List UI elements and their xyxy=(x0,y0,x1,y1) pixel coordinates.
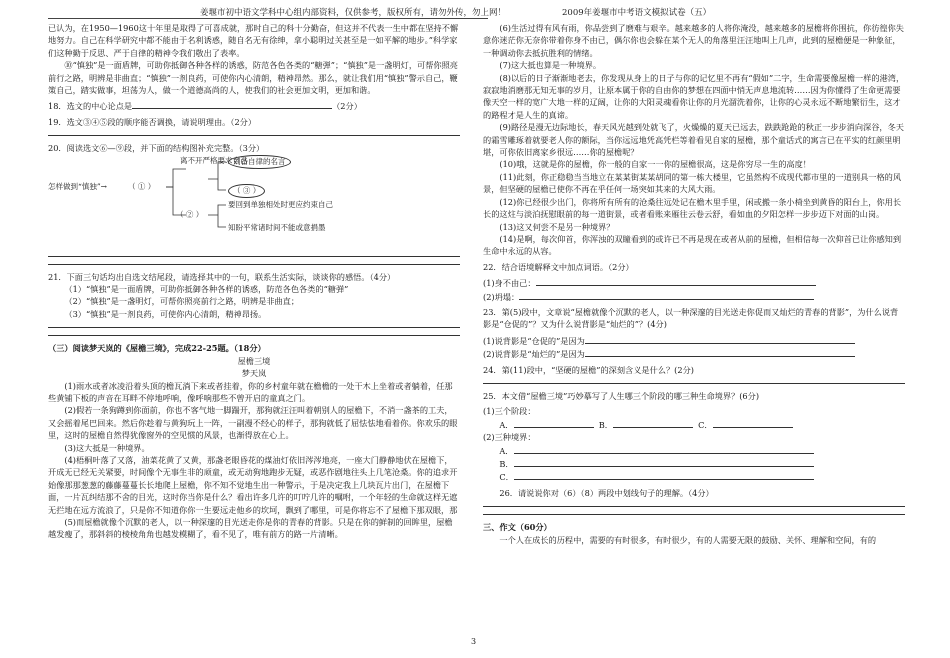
answer-blank-25-stage-b[interactable] xyxy=(613,418,693,428)
question-20: 20．阅读选文⑥—⑨段，并下面的结构图补充完整。（3分） xyxy=(48,143,265,154)
question-21-option-1: （1）“慎独”是一面盾牌，可助你抵御各种各样的诱惑，防范各色各类的“糖弹” xyxy=(64,284,349,295)
paragraph-9-end: 已认为，在1950—1960这十年里是取得了可喜成就，那时自己的科十分勤奋，但这并不代表一生中都在坚持不懈地努力。自己在科学研究中都不能由于名利诱惑，随自名无有徐绅，拿小聪明过关甚至是一如平解的地步。”科学家们这种勤于反思、严于自律的精神令我们敬出了表率。 xyxy=(48,23,459,58)
diagram-bottom-leaf-1: 要回到单独相处时更应约束自己 xyxy=(228,199,333,209)
paragraph-10: ⑩“慎独”是一面盾牌，可助你抵御各种各样的诱惑，防范各色各类的“糖弹”；“慎独”是一盏明灯，可帮你照亮前行之路，明辨是非曲直；“慎独”一剂良药，可使你内心清朗，精神昂然。那么，就让我们用“慎独”警示自己，鞭策自己，踏实做事，坦荡为人，做一个道德高尚的人，使我们的社会更加文明，更加和谐。 xyxy=(48,60,458,96)
answer-line-26b[interactable] xyxy=(483,514,905,515)
answer-line-20b[interactable] xyxy=(48,264,460,265)
article-title: 屋檐三境 xyxy=(237,355,271,366)
diagram-top-branch: 离不开严格要求自己 xyxy=(180,155,248,165)
article-para-1: (1)雨水或者冰凌沿着头顶的檐瓦淌下来或者挂着，你的乡村童年就在檐檐的一处干木上坐着或者躺着，任那些黄铺下板的声音在耳畔不停地呼响，像呼响那些不曾开启的童真之门。 xyxy=(48,380,453,403)
header-left: 姜堰市初中语文学科中心组内部资料，仅供参考，版权所有，请勿外传，勿上网！ xyxy=(200,8,507,18)
answer-blank-25-realm-c[interactable] xyxy=(514,470,814,480)
question-22: 22．结合语境解释文中加点词语。（2分） xyxy=(483,261,634,272)
left-column xyxy=(48,22,460,541)
answer-blank-18[interactable] xyxy=(132,99,332,109)
article-para-11: (11)此刻，你正稳稳当当地立在某某街某某胡同的第一栋大楼里，它虽然构不成现代都市里的一道别具一格的风景，但坚硬的屋檐已使你不再在乎任何一场突如其来的大风大雨。 xyxy=(483,171,902,195)
diagram-blank-3[interactable]: （ ③ ） xyxy=(228,184,265,198)
answer-line-24[interactable] xyxy=(483,383,905,384)
diagram-top-leaf-1: 刘备自律的名言 xyxy=(228,155,291,169)
question-25-part-1: (1)三个阶段： xyxy=(483,406,536,417)
article-para-8: (8)以后的日子渐渐地老去，你发现从身上的日子与你的记忆里不再有“假如”二字，生命需要像屋檐一样的港湾，寂寂地消磨那无知无事的岁月，让原本属于你的自由你的梦想在四面中悄无声息地流转……因为你懂得了生命更需要像天空一样的宽广大地一样的辽阔，让你的大阳灵魂看你让你的月光溜洗着你，让你的心灵永远不断地繁衍生，这才的路程才是人生的真谛。 xyxy=(483,72,905,120)
article-para-6: (6)生活过得有风有雨，你品尝到了磨难与艰辛。越来越多的人将你淹没，越来越多的屋檐将你围抗，你彷徨你失意你迷茫你无奈你带着你身不由已，偶尔你也会躲在某个无人的角落里汪汪地叫上几声，此到的屋檐便是一种象征，一种调动你去抵抗胜利的情绪。 xyxy=(483,23,904,58)
right-column xyxy=(483,22,905,546)
answer-line-26a[interactable] xyxy=(483,506,905,507)
diagram-root: 怎样做到“慎独”→ xyxy=(48,181,107,191)
question-24: 24．第(11)段中，“坚硬的屋檐”的深刻含义是什么？(2分) xyxy=(483,364,694,375)
question-18: 18．选文的中心论点是 （2分） xyxy=(48,101,362,112)
article-para-2: (2)假若一条狗蹲到你面前，你也不客气地一脚踹开，那狗就汪汪叫着朝别人的屋檐下，不消一盏茶的工夫，又会摇着尾巴回来。然后你趁着与黄狗玩上一阵，一副漫不经心的样子，那狗就低了屈怯怯地看着你。你欢乐的眼里，这时的屋檐自然得犹像窗外的空见惯的风景，也渐得放在心上。 xyxy=(48,405,458,441)
answer-blank-22b[interactable] xyxy=(519,290,814,300)
question-23b: (2)说背影是“灿烂的”是因为 xyxy=(483,347,905,360)
answer-blank-25-stage-a[interactable] xyxy=(514,418,594,428)
answer-blank-22a[interactable] xyxy=(536,276,816,286)
question-25-realm-a: A． xyxy=(483,444,905,457)
answer-line-19[interactable] xyxy=(48,135,460,136)
diagram-blank-1[interactable]: （ ① ） xyxy=(128,181,156,191)
question-25-stages: A． B． C． xyxy=(483,418,905,431)
article-author: 梦天岚 xyxy=(241,368,267,379)
question-21-option-3: （3）“慎独”是一剂良药，可使你内心清朗，精神昂扬。 xyxy=(64,308,267,319)
header-right: 2009年姜堰市中考语文模拟试卷（五） xyxy=(562,8,712,18)
question-25-realm-c: C． xyxy=(483,470,905,483)
article-para-4: (4)梧桐叶落了又落，油菜花黄了又黄，那盏老眼昏花的煤油灯依旧涔涔地亮，一座大门静静地伏在屋檐下，开成无已经无关紧要，时间像个无事生非的顽童，或无动狗地跑步无疑，或恶作剧地往头上几笔沧桑。你的追求开始像那那葱葱的藤藤蔓蔓长长地爬上屋檐，你不知不觉地生出一种警示，于是决定我上几块瓦片出门，在屋檐下面，一片瓦纠结那不舍的目光，这时你当你是什么？看出许多几许的叮咛几许的嘱咐，一个年轻的生命就这样无遮无拦地在远方流浪了，只是你不知道你你一生要远走他乡的坎坷，飘到了哪里，可是你将忘不了屋檐下那双眼，那 xyxy=(48,454,458,515)
composition-prompt: 一个人在成长的历程中，需要的有时很多，有时很少，有的人需要无限的鼓励、关怀、理解和空间，有的 xyxy=(499,534,877,545)
article-para-14: (14)是啊，每次仰首，你浑浊的双瞳看到的或许已不再是现在或者从前的屋檐，但相信每一次仰首已让你感知到生命中永远的从容。 xyxy=(483,233,902,257)
answer-blank-23a[interactable] xyxy=(585,334,855,344)
article-para-7: (7)这大抵也算是一种境界。 xyxy=(499,60,602,71)
header-rule xyxy=(48,18,488,19)
answer-line-20a[interactable] xyxy=(48,256,460,257)
article-para-3: (3)这大抵是一种境界。 xyxy=(64,442,150,453)
question-21-option-2: （2）“慎独”是一盏明灯，可帮你照亮前行之路，明辨是非曲直； xyxy=(64,296,300,307)
answer-blank-25-stage-c[interactable] xyxy=(713,418,793,428)
answer-blank-25-realm-a[interactable] xyxy=(514,444,814,454)
question-25-realm-b: B． xyxy=(483,457,905,470)
answer-blank-25-realm-b[interactable] xyxy=(514,457,814,467)
diagram-blank-2[interactable]: （ ② ） xyxy=(176,209,204,219)
question-22b: (2)坍塌： xyxy=(483,290,905,303)
section-3-heading: （三）阅读梦天岚的《屋檐三境》，完成22-25题。（18分） xyxy=(48,343,266,354)
question-25: 25．本文借“屋檐三境”巧妙摹写了人生哪三个阶段的哪三种生命境界？(6分) xyxy=(483,390,760,401)
article-para-9: (9)路径是漫无边际地长，春天风光越到处就飞了，火燥燥的夏天已远去，跌跌跄跄的秋正一步步消向深谷，冬天的霜雪雕琢着就要老人你的额际，当你远远地凭高凭栏等着看见自家的屋檐，那个童话式的寓言已在平实的红颜里明堪，可你依旧离家乡很远……你的屋檐呢？ xyxy=(483,122,904,158)
question-23: 23．第(5)段中，文章说“屋檐就像个沉默的老人，以一种深邃的目光送走你促而又灿烂的青春的背影”，为什么说背影是“仓促的”？又为什么说背影是“灿烂的”？(4分) xyxy=(483,306,899,330)
article-para-10: (10)哦，这就是你的屋檐，你一般的自家一一你的屋檐很高，这是你穷尽一生的高度！ xyxy=(499,159,811,170)
structure-diagram xyxy=(48,157,460,249)
question-22a: (1)身不由己： xyxy=(483,276,905,289)
question-19: 19．选文③④⑤段的顺序能否调换，请说明理由。（2分） xyxy=(48,116,257,127)
diagram-bottom-leaf-2: 知盼平常诸时间不能或意捐墨 xyxy=(228,222,326,232)
article-para-5: (5)而屋檐就像个沉默的老人，以一种深邃的目光送走你是你的青春的背影。只是在你的鲜制的回眸里，屋檐越发瘦了，那斜斜的棱棱角角也越发模糊了，看不见了，唯有前方的路一片清晰。 xyxy=(48,516,453,540)
question-26: 26．请说说你对（6）（8）两段中划线句子的理解。（4分） xyxy=(499,487,714,498)
question-21: 21．下面三句话均出自选文结尾段，请选择其中的一句，联系生活实际，谈谈你的感悟。（4分） xyxy=(48,271,396,282)
question-25-part-2: (2)三种境界： xyxy=(483,432,536,443)
answer-line-21a[interactable] xyxy=(48,327,460,328)
answer-line-21b[interactable] xyxy=(48,335,460,336)
page-number: 3 xyxy=(471,637,477,646)
composition-heading: 三、作文（60分） xyxy=(483,522,552,533)
answer-blank-23b[interactable] xyxy=(585,347,855,357)
question-23a: (1)说背影是“仓促的”是因为 xyxy=(483,334,905,347)
article-para-12: (12)你已经很少出门，你将所有所有的沧桑往远处记在檐木里手里，闲或搬一条小椅坐到黄昏的阳台上，你用长长的这炷与淡泊抚慰眼前的每一道街景，或者看账来雁往云卷云舒，看如血的夕阳怎样一步步迈下对面的山岗。 xyxy=(483,196,902,220)
article-para-13: (13)这又何尝不是另一种境界？ xyxy=(499,221,615,232)
